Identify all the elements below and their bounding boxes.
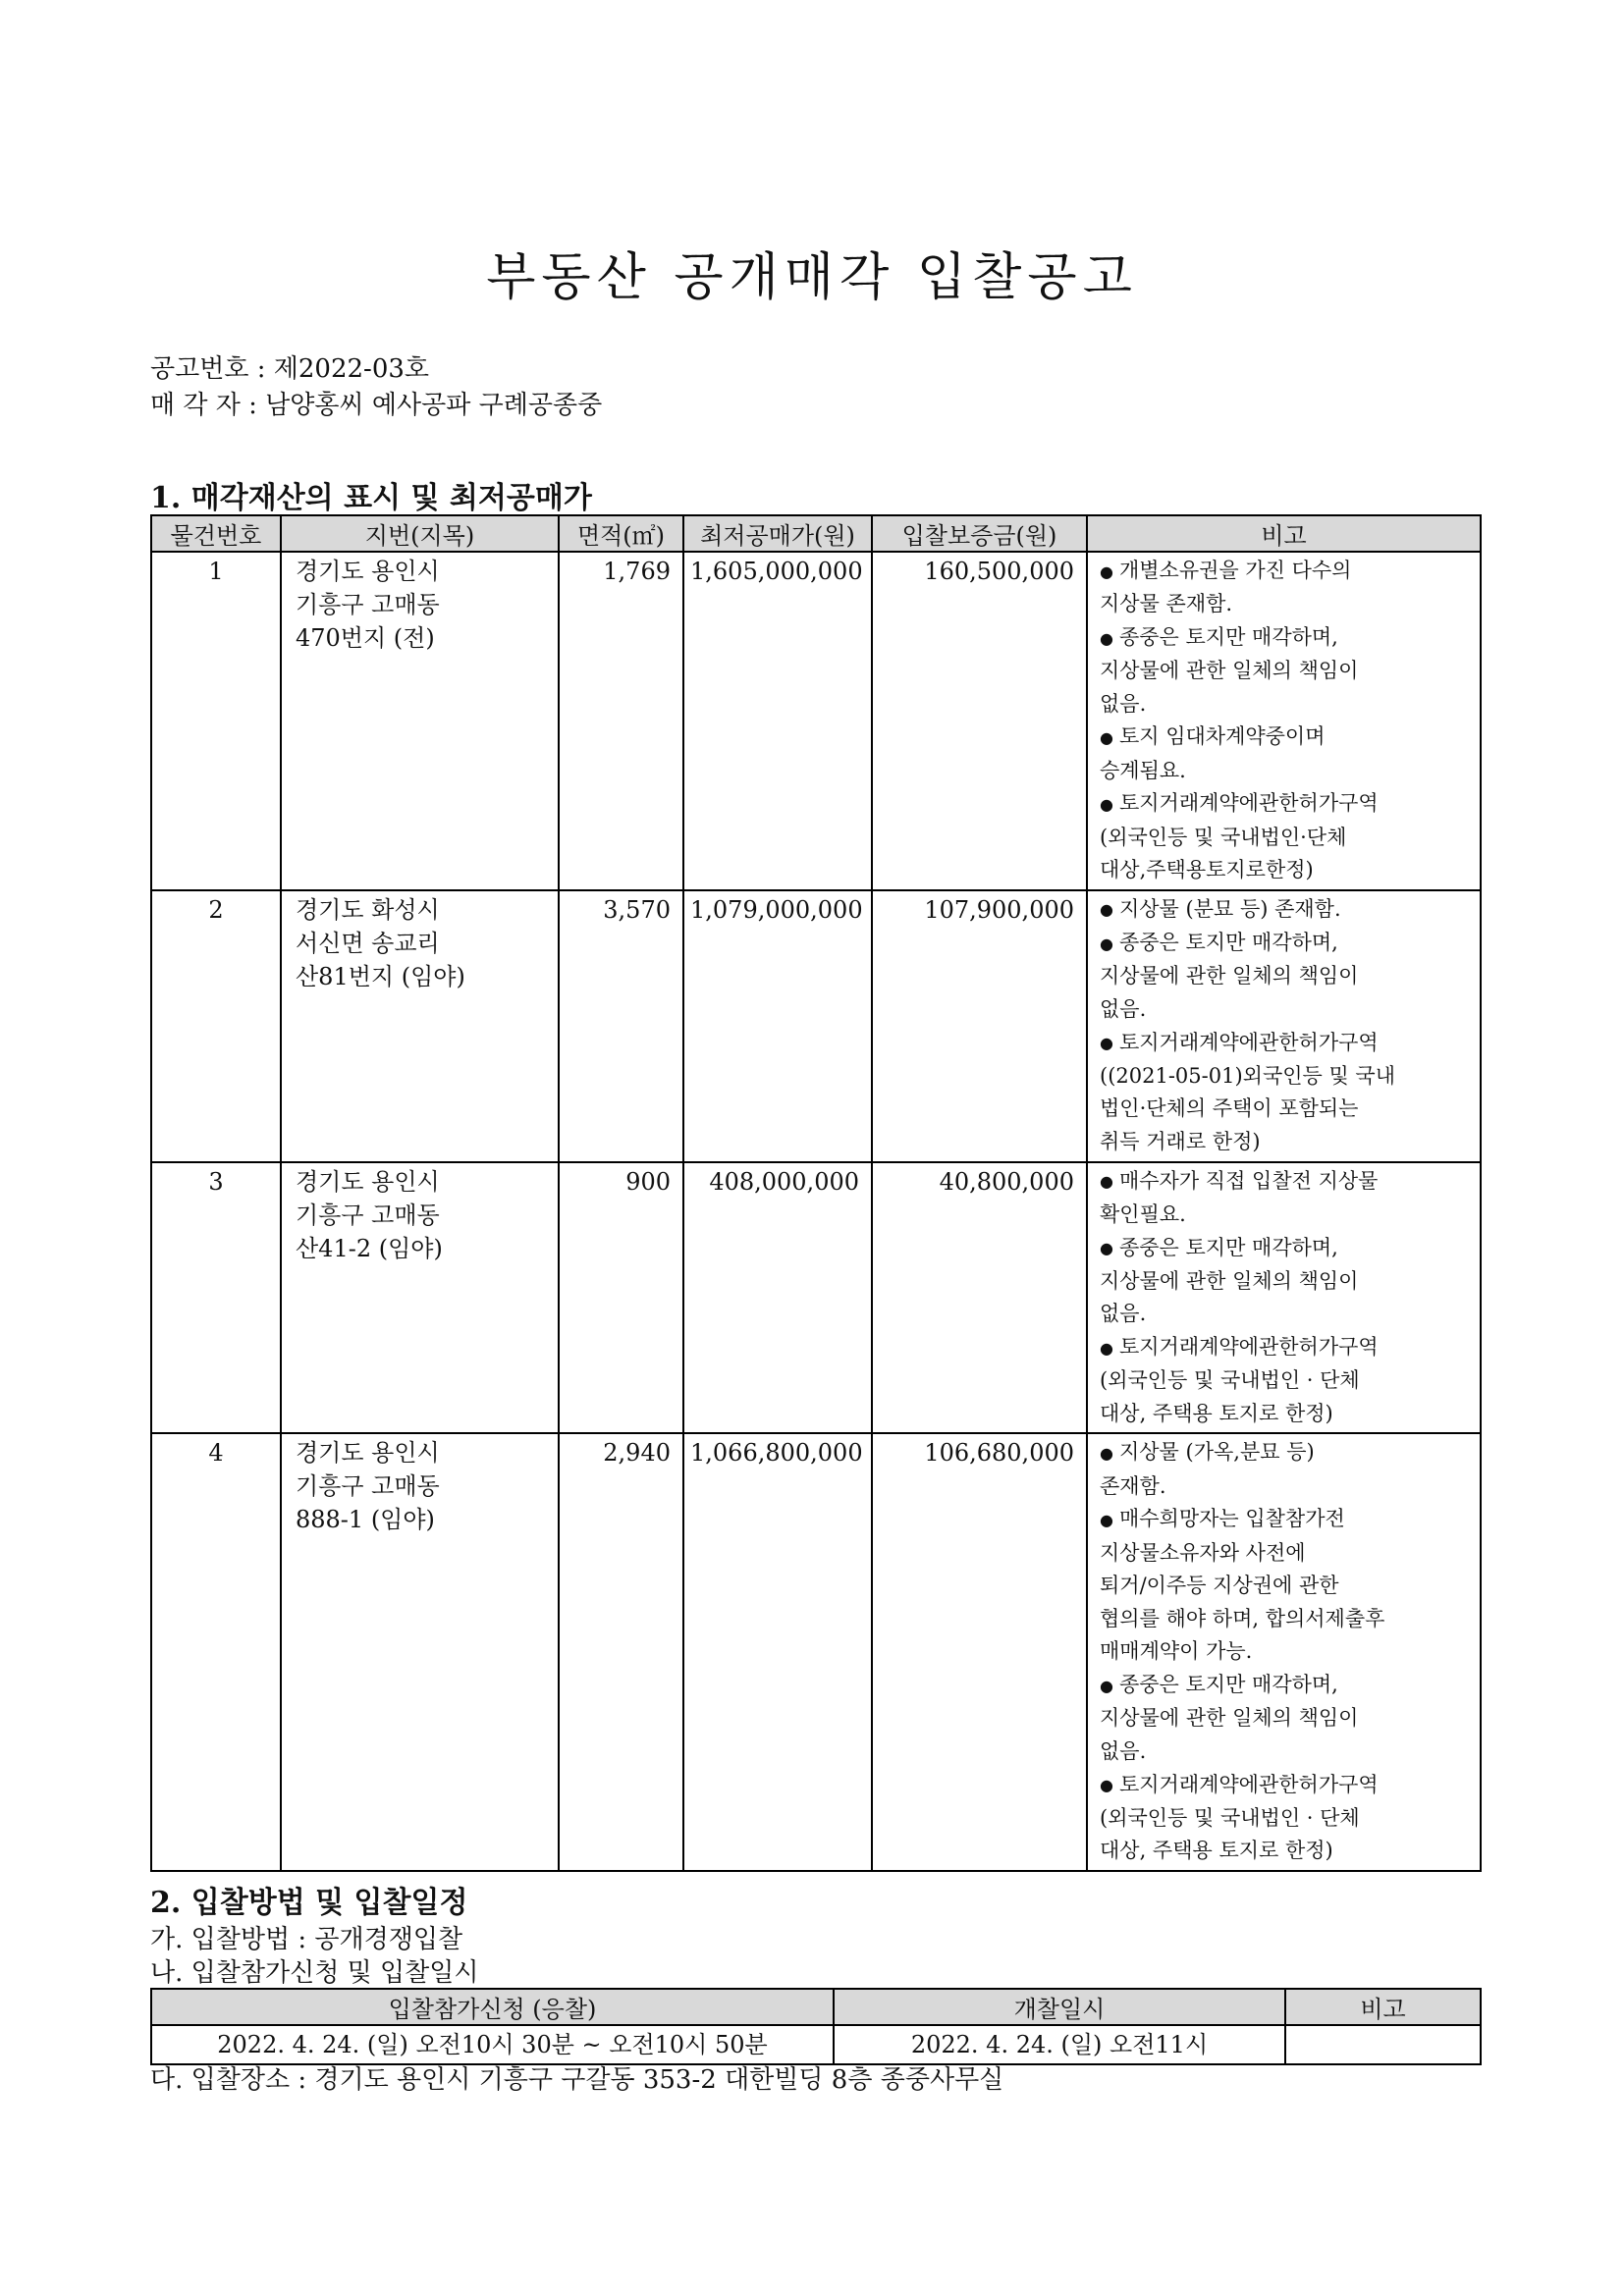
remark-text: 지상물 (분묘 등) 존재함. bbox=[1118, 896, 1341, 921]
remark-text: 지상물 (가옥,분묘 등) bbox=[1118, 1440, 1315, 1465]
remark-line bbox=[1100, 1669, 1474, 1702]
col-header-no: 물건번호 bbox=[151, 515, 281, 552]
schedule-header-open: 개찰일시 bbox=[834, 1989, 1285, 2025]
address-line: 산41-2 (임야) bbox=[296, 1234, 443, 1262]
property-area: 2,940 bbox=[559, 1433, 683, 1871]
remark-line bbox=[1100, 1060, 1474, 1094]
remark-text: 법인·단체의 주택이 포함되는 bbox=[1100, 1096, 1359, 1121]
schedule-label: 나. 입찰참가신청 및 입찰일시 bbox=[150, 1958, 479, 1988]
remark-text: 지상물에 관한 일체의 책임이 bbox=[1100, 1268, 1359, 1293]
remark-line bbox=[1100, 755, 1474, 788]
property-row bbox=[151, 1433, 1481, 1871]
property-row bbox=[151, 552, 1481, 890]
remark-text: 종중은 토지만 매각하며, bbox=[1118, 624, 1338, 649]
remark-line bbox=[1100, 822, 1474, 855]
remark-line bbox=[1100, 1735, 1474, 1769]
remark-text: 퇴거/이주등 지상권에 관한 bbox=[1100, 1574, 1339, 1598]
bullet-icon: ● bbox=[1100, 1776, 1113, 1795]
address-line: 888-1 (임야) bbox=[296, 1506, 435, 1534]
remark-line bbox=[1100, 655, 1474, 688]
property-deposit: 40,800,000 bbox=[872, 1162, 1087, 1434]
remark-line bbox=[1100, 1635, 1474, 1669]
remark-text: 지상물 존재함. bbox=[1100, 592, 1233, 616]
remark-text: 지상물에 관한 일체의 책임이 bbox=[1100, 659, 1359, 683]
address-line: 기흥구 고매동 bbox=[296, 1472, 440, 1501]
remark-line bbox=[1100, 1802, 1474, 1836]
remark-text: 종중은 토지만 매각하며, bbox=[1118, 1673, 1338, 1697]
remark-line bbox=[1100, 960, 1474, 993]
remark-line bbox=[1100, 1835, 1474, 1868]
remark-text: 없음. bbox=[1100, 1738, 1147, 1763]
address-line: 서신면 송교리 bbox=[296, 929, 440, 957]
remark-text: 개별소유권을 가진 다수의 bbox=[1118, 559, 1352, 582]
property-min-price: 1,066,800,000 bbox=[683, 1433, 872, 1871]
remark-line bbox=[1100, 621, 1474, 655]
schedule-row bbox=[151, 2025, 1481, 2064]
remark-line bbox=[1100, 1232, 1474, 1265]
property-no: 1 bbox=[151, 552, 281, 890]
remark-line bbox=[1100, 854, 1474, 887]
property-deposit: 160,500,000 bbox=[872, 552, 1087, 890]
schedule-header-apply: 입찰참가신청 (응찰) bbox=[151, 1989, 834, 2025]
remark-line bbox=[1100, 893, 1474, 927]
property-area: 3,570 bbox=[559, 890, 683, 1162]
remark-line bbox=[1100, 721, 1474, 754]
property-remarks bbox=[1087, 1433, 1481, 1871]
remark-text: 대상,주택용토지로한정) bbox=[1100, 858, 1314, 882]
property-no: 2 bbox=[151, 890, 281, 1162]
schedule-header-remarks: 비고 bbox=[1285, 1989, 1481, 2025]
property-address bbox=[281, 890, 559, 1162]
remark-text: 토지거래계약에관한허가구역 bbox=[1118, 1030, 1379, 1054]
remark-text: 지상물에 관한 일체의 책임이 bbox=[1100, 1706, 1359, 1731]
property-min-price: 1,079,000,000 bbox=[683, 890, 872, 1162]
bid-method: 가. 입찰방법 : 공개경쟁입찰 bbox=[150, 1925, 463, 1954]
property-row bbox=[151, 890, 1481, 1162]
property-no: 4 bbox=[151, 1433, 281, 1871]
remark-line bbox=[1100, 927, 1474, 960]
bullet-icon: ● bbox=[1100, 1239, 1113, 1258]
address-line: 경기도 용인시 bbox=[296, 558, 440, 585]
bullet-icon: ● bbox=[1100, 1338, 1113, 1358]
remark-line bbox=[1100, 1398, 1474, 1431]
remark-line bbox=[1100, 1603, 1474, 1636]
remark-text: (외국인등 및 국내법인 · 단체 bbox=[1100, 1368, 1360, 1393]
schedule-table bbox=[150, 1988, 1482, 2065]
remark-line bbox=[1100, 787, 1474, 821]
bullet-icon: ● bbox=[1100, 1444, 1113, 1464]
col-header-lot: 지번(지목) bbox=[281, 515, 559, 552]
remark-text: 없음. bbox=[1100, 1302, 1147, 1326]
remark-line bbox=[1100, 1537, 1474, 1571]
property-deposit: 107,900,000 bbox=[872, 890, 1087, 1162]
remark-line bbox=[1100, 1126, 1474, 1159]
remark-line bbox=[1100, 1436, 1474, 1469]
remark-line bbox=[1100, 688, 1474, 721]
remark-line bbox=[1100, 993, 1474, 1027]
col-header-area: 면적(㎡) bbox=[559, 515, 683, 552]
remark-text: 종중은 토지만 매각하며, bbox=[1118, 931, 1338, 955]
bullet-icon: ● bbox=[1100, 561, 1113, 581]
remark-text: 확인필요. bbox=[1100, 1201, 1186, 1226]
schedule-header bbox=[151, 1989, 1481, 2025]
address-line: 경기도 화성시 bbox=[296, 895, 440, 924]
remark-line bbox=[1100, 1470, 1474, 1504]
remark-text: 토지 임대차계약중이며 bbox=[1118, 724, 1326, 749]
address-line: 경기도 용인시 bbox=[296, 1439, 440, 1468]
remark-text: 지상물소유자와 사전에 bbox=[1100, 1540, 1306, 1565]
property-remarks bbox=[1087, 1162, 1481, 1434]
seller-info: 매 각 자 : 남양홍씨 예사공파 구례공종중 bbox=[150, 391, 603, 420]
remark-text: 매매계약이 가능. bbox=[1100, 1639, 1253, 1664]
document-title: 부동산 공개매각 입찰공고 bbox=[486, 248, 1138, 307]
remark-text: 존재함. bbox=[1100, 1473, 1166, 1498]
remark-text: 협의를 해야 하며, 합의서제출후 bbox=[1100, 1606, 1385, 1630]
section1-heading: 1. 매각재산의 표시 및 최저공매가 bbox=[150, 481, 592, 515]
remark-text: (외국인등 및 국내법인·단체 bbox=[1100, 825, 1347, 849]
property-remarks bbox=[1087, 552, 1481, 890]
remark-line bbox=[1100, 588, 1474, 621]
bullet-icon: ● bbox=[1100, 934, 1113, 953]
remark-text: 취득 거래로 한정) bbox=[1100, 1130, 1261, 1154]
bullet-icon: ● bbox=[1100, 1034, 1113, 1053]
remark-text: ((2021-05-01)외국인등 및 국내 bbox=[1100, 1063, 1396, 1088]
remark-line bbox=[1100, 1364, 1474, 1398]
bullet-icon: ● bbox=[1100, 1676, 1113, 1695]
address-line: 산81번지 (임야) bbox=[296, 962, 465, 990]
remark-line bbox=[1100, 1298, 1474, 1331]
remark-text: 토지거래계약에관한허가구역 bbox=[1118, 1772, 1379, 1796]
remark-line bbox=[1100, 1503, 1474, 1536]
col-header-min-price: 최저공매가(원) bbox=[683, 515, 872, 552]
remark-text: 지상물에 관한 일체의 책임이 bbox=[1100, 964, 1359, 988]
property-no: 3 bbox=[151, 1162, 281, 1434]
section2-heading: 2. 입찰방법 및 입찰일정 bbox=[150, 1886, 468, 1920]
remark-text: 없음. bbox=[1100, 691, 1147, 716]
property-min-price: 1,605,000,000 bbox=[683, 552, 872, 890]
property-row bbox=[151, 1162, 1481, 1434]
remark-line bbox=[1100, 1331, 1474, 1364]
bullet-icon: ● bbox=[1100, 628, 1113, 648]
property-address bbox=[281, 1162, 559, 1434]
property-address bbox=[281, 552, 559, 890]
bullet-icon: ● bbox=[1100, 1172, 1113, 1192]
property-table bbox=[150, 514, 1482, 1872]
remark-line bbox=[1100, 1570, 1474, 1603]
remark-text: 종중은 토지만 매각하며, bbox=[1118, 1235, 1338, 1259]
property-min-price: 408,000,000 bbox=[683, 1162, 872, 1434]
bullet-icon: ● bbox=[1100, 794, 1113, 814]
address-line: 기흥구 고매동 bbox=[296, 591, 440, 618]
remark-line bbox=[1100, 555, 1474, 588]
remark-text: 토지거래계약에관한허가구역 bbox=[1118, 791, 1379, 816]
property-area: 900 bbox=[559, 1162, 683, 1434]
schedule-remarks bbox=[1285, 2025, 1481, 2064]
col-header-remarks: 비고 bbox=[1087, 515, 1481, 552]
remark-text: 토지거래계약에관한허가구역 bbox=[1118, 1334, 1379, 1359]
property-address bbox=[281, 1433, 559, 1871]
bullet-icon: ● bbox=[1100, 728, 1113, 748]
remark-line bbox=[1100, 1265, 1474, 1299]
remark-text: 대상, 주택용 토지로 한정) bbox=[1100, 1401, 1333, 1425]
schedule-open-time: 2022. 4. 24. (일) 오전11시 bbox=[834, 2025, 1285, 2064]
schedule-apply-time: 2022. 4. 24. (일) 오전10시 30분 ~ 오전10시 50분 bbox=[151, 2025, 834, 2064]
remark-line bbox=[1100, 1702, 1474, 1735]
remark-text: (외국인등 및 국내법인 · 단체 bbox=[1100, 1805, 1360, 1830]
remark-line bbox=[1100, 1093, 1474, 1126]
address-line: 기흥구 고매동 bbox=[296, 1201, 440, 1229]
address-line: 470번지 (전) bbox=[296, 624, 435, 652]
bullet-icon: ● bbox=[1100, 1511, 1113, 1530]
bid-place: 다. 입찰장소 : 경기도 용인시 기흥구 구갈동 353-2 대한빌딩 8층 종중사무실 bbox=[150, 2065, 1004, 2095]
remark-text: 없음. bbox=[1100, 996, 1147, 1021]
property-table-header bbox=[151, 515, 1481, 552]
remark-text: 대상, 주택용 토지로 한정) bbox=[1100, 1839, 1333, 1863]
remark-line bbox=[1100, 1769, 1474, 1802]
remark-text: 매수자가 직접 입찰전 지상물 bbox=[1118, 1168, 1379, 1193]
property-remarks bbox=[1087, 890, 1481, 1162]
address-line: 경기도 용인시 bbox=[296, 1167, 440, 1196]
remark-line bbox=[1100, 1165, 1474, 1199]
remark-text: 승계됨요. bbox=[1100, 758, 1186, 782]
bullet-icon: ● bbox=[1100, 900, 1113, 920]
remark-line bbox=[1100, 1199, 1474, 1232]
remark-text: 매수희망자는 입찰참가전 bbox=[1118, 1507, 1345, 1531]
property-deposit: 106,680,000 bbox=[872, 1433, 1087, 1871]
notice-number: 공고번호 : 제2022-03호 bbox=[150, 354, 430, 384]
remark-line bbox=[1100, 1027, 1474, 1060]
col-header-deposit: 입찰보증금(원) bbox=[872, 515, 1087, 552]
property-area: 1,769 bbox=[559, 552, 683, 890]
